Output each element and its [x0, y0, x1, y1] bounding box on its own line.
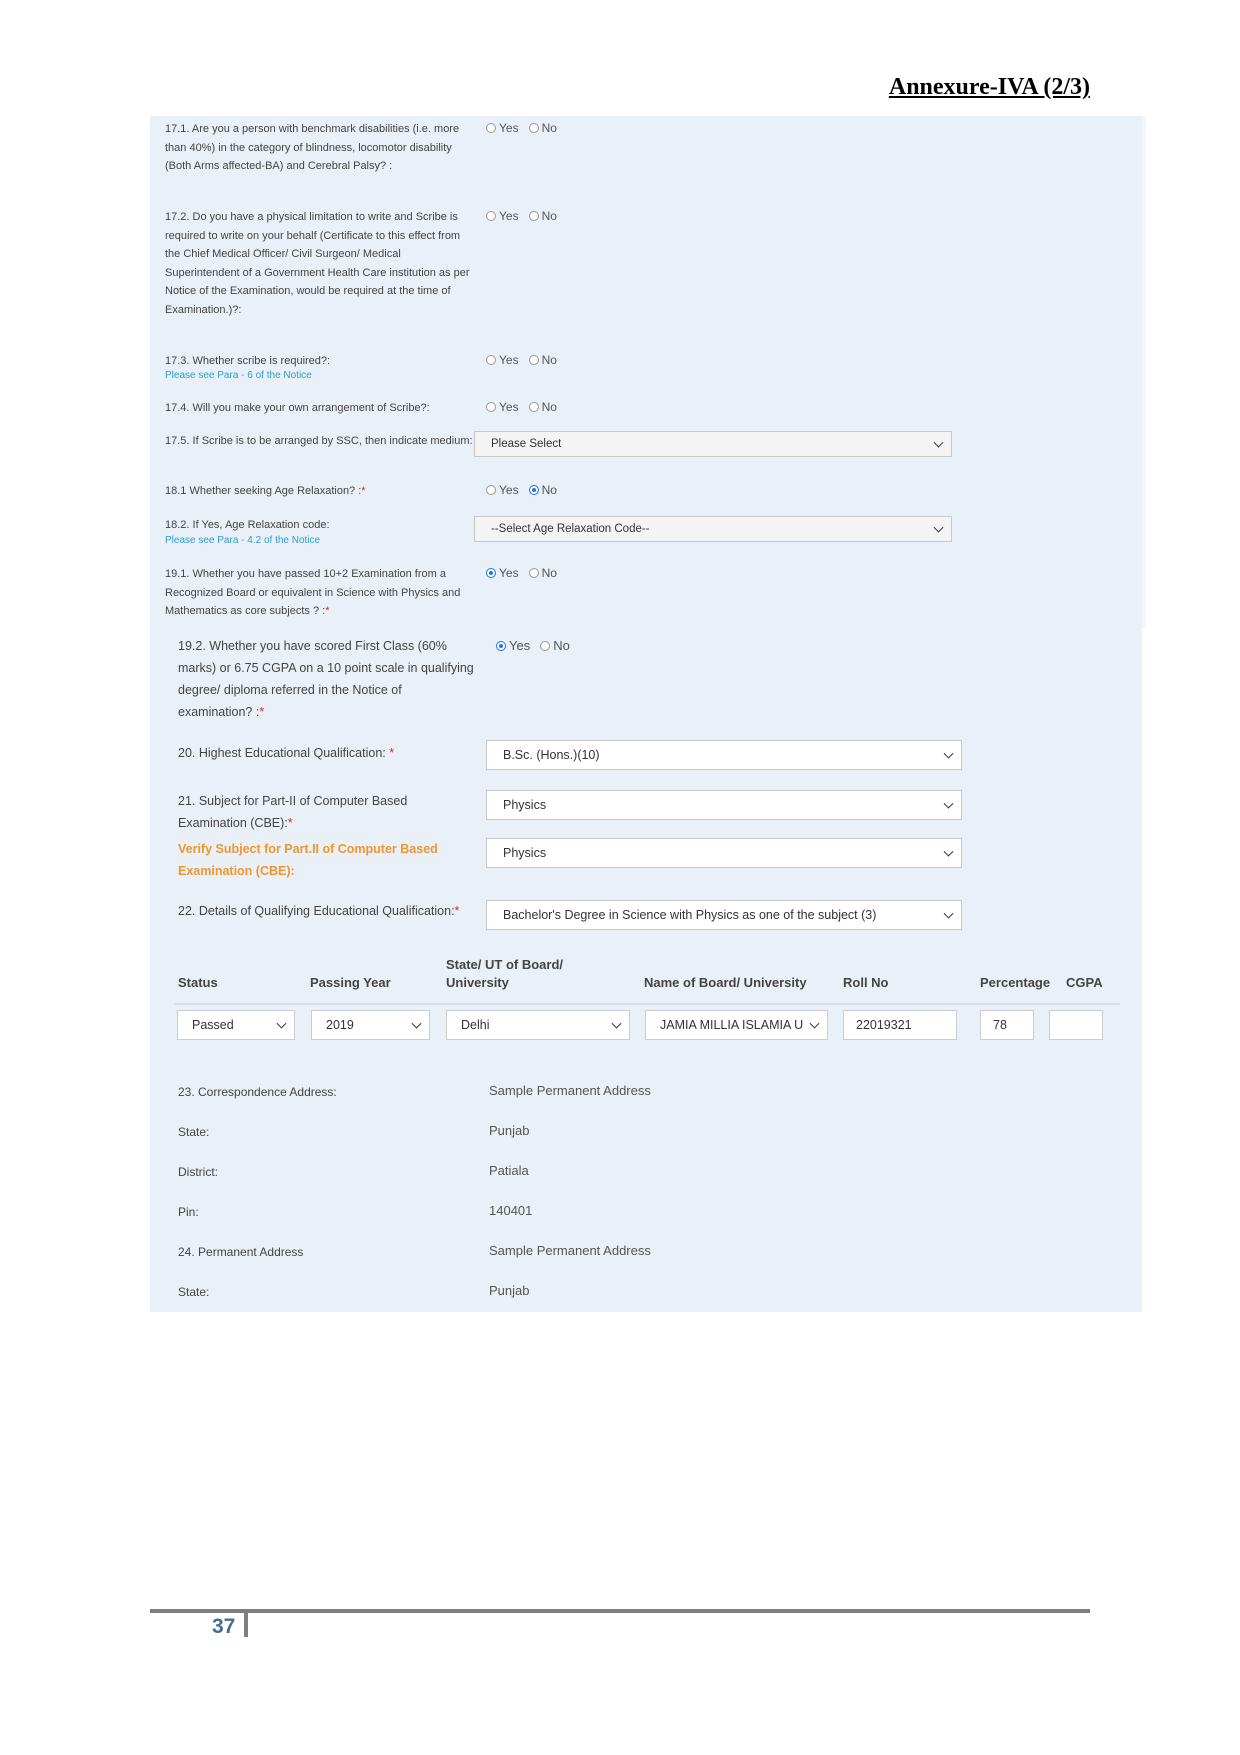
- q18-2-note: Please see Para - 4.2 of the Notice: [165, 535, 321, 546]
- q17-1-no[interactable]: No: [529, 121, 557, 135]
- radio-circle-icon: [529, 355, 539, 365]
- chevron-down-icon: [944, 847, 954, 857]
- q17-1-options: [486, 121, 567, 135]
- radio-circle-icon: [529, 123, 539, 133]
- chevron-down-icon: [810, 1019, 820, 1029]
- radio-circle-icon: [486, 123, 496, 133]
- perm-address-label: 24. Permanent Address: [178, 1245, 304, 1259]
- q18-1-no[interactable]: No: [529, 483, 557, 497]
- q17-1-label: 17.1. Are you a person with benchmark disabilities (i.e. more than 40%) in the category of blindness, locomotor disability (Both Arms affected-BA) and Cerebral Palsy? :: [165, 123, 460, 172]
- verify-subject-label: Verify Subject for Part.II of Computer Based Examination (CBE):: [178, 842, 438, 878]
- q19-2-label: 19.2. Whether you have scored First Class (60% marks) or 6.75 CGPA on a 10 point scale in qualifying degree/ diploma referred in the Notice of examination? :*: [178, 639, 474, 719]
- q17-2-yes[interactable]: Yes: [486, 209, 519, 223]
- th-status: Status: [178, 975, 218, 990]
- q17-3-note: Please see Para - 6 of the Notice: [165, 370, 312, 381]
- q17-4-label: 17.4. Will you make your own arrangement of Scribe?:: [165, 402, 430, 414]
- page-number: 37: [212, 1615, 236, 1638]
- q19-1-options: [486, 566, 567, 580]
- q18-1-yes[interactable]: Yes: [486, 483, 519, 497]
- passing-year-select[interactable]: 2019: [311, 1010, 430, 1040]
- state-value: Punjab: [489, 1123, 530, 1138]
- radio-circle-icon: [529, 211, 539, 221]
- th-board: Name of Board/ University: [644, 975, 807, 990]
- district-label: District:: [178, 1165, 218, 1179]
- verify-subject-select[interactable]: Physics: [486, 838, 962, 868]
- district-value: Patiala: [489, 1163, 529, 1178]
- q19-1-no[interactable]: No: [529, 566, 557, 580]
- chevron-down-icon: [944, 799, 954, 809]
- chevron-down-icon: [934, 438, 944, 448]
- radio-circle-icon: [486, 485, 496, 495]
- q22-label: 22. Details of Qualifying Educational Qualification:*: [178, 904, 460, 918]
- q17-4-options: [486, 400, 567, 414]
- page-number-bar: [244, 1613, 248, 1637]
- radio-selected-icon: [529, 485, 539, 495]
- qualifying-details-select[interactable]: Bachelor's Degree in Science with Physics as one of the subject (3): [486, 900, 962, 930]
- roll-no-input[interactable]: 22019321: [843, 1010, 957, 1040]
- q19-2-yes[interactable]: Yes: [496, 638, 530, 653]
- radio-circle-icon: [486, 211, 496, 221]
- radio-circle-icon: [486, 355, 496, 365]
- q17-3-label: 17.3. Whether scribe is required?:: [165, 355, 331, 367]
- th-roll: Roll No: [843, 975, 889, 990]
- pin-value: 140401: [489, 1203, 533, 1218]
- q17-1-yes[interactable]: Yes: [486, 121, 519, 135]
- cbe-subject-select[interactable]: Physics: [486, 790, 962, 820]
- th-passing-year: Passing Year: [310, 975, 391, 990]
- chevron-down-icon: [944, 909, 954, 919]
- q19-1-label: 19.1. Whether you have passed 10+2 Examination from a Recognized Board or equivalent in Science with Physics and Mathematics as core subjects ? :*: [165, 568, 461, 617]
- status-select[interactable]: Passed: [177, 1010, 295, 1040]
- q18-1-options: [486, 483, 567, 497]
- perm-address-value: Sample Permanent Address: [489, 1243, 651, 1258]
- q17-4-no[interactable]: No: [529, 400, 557, 414]
- table-divider: [174, 1003, 1120, 1005]
- perm-state-label: State:: [178, 1285, 210, 1299]
- q17-2-label: 17.2. Do you have a physical limitation to write and Scribe is required to write on your behalf (Certificate to this effect from the Chief Medical Officer/ Civil Surgeon/ Medical Superintendent of a Government Health Care institution as per Notice of the Examination, would be required at the time of Examination.)?:: [165, 211, 470, 316]
- radio-circle-icon: [486, 402, 496, 412]
- state-label: State:: [178, 1125, 210, 1139]
- q17-4-yes[interactable]: Yes: [486, 400, 519, 414]
- footer-rule: [150, 1609, 1090, 1613]
- chevron-down-icon: [934, 523, 944, 533]
- q18-2-label: 18.2. If Yes, Age Relaxation code:: [165, 519, 330, 531]
- q18-1-label: 18.1 Whether seeking Age Relaxation? :*: [165, 485, 366, 497]
- q17-3-options: [486, 353, 567, 367]
- pin-label: Pin:: [178, 1205, 199, 1219]
- q17-3-yes[interactable]: Yes: [486, 353, 519, 367]
- radio-selected-icon: [496, 641, 506, 651]
- state-select[interactable]: Delhi: [446, 1010, 630, 1040]
- radio-circle-icon: [529, 402, 539, 412]
- chevron-down-icon: [412, 1019, 422, 1029]
- q19-1-yes[interactable]: Yes: [486, 566, 519, 580]
- chevron-down-icon: [277, 1019, 287, 1029]
- qualification-select[interactable]: B.Sc. (Hons.)(10): [486, 740, 962, 770]
- cgpa-input[interactable]: [1049, 1010, 1103, 1040]
- q21-label: 21. Subject for Part-II of Computer Based Examination (CBE):*: [178, 794, 408, 830]
- q17-2-no[interactable]: No: [529, 209, 557, 223]
- board-select[interactable]: JAMIA MILLIA ISLAMIA U: [645, 1010, 828, 1040]
- scribe-medium-select[interactable]: Please Select: [474, 431, 952, 457]
- annexure-title: Annexure-IVA (2/3): [888, 74, 1090, 100]
- percentage-input[interactable]: 78: [980, 1010, 1034, 1040]
- radio-selected-icon: [486, 568, 496, 578]
- q19-2-no[interactable]: No: [540, 638, 570, 653]
- corr-address-value: Sample Permanent Address: [489, 1083, 651, 1098]
- chevron-down-icon: [944, 749, 954, 759]
- perm-state-value: Punjab: [489, 1283, 530, 1298]
- q20-label: 20. Highest Educational Qualification: *: [178, 746, 395, 760]
- corr-address-label: 23. Correspondence Address:: [178, 1085, 337, 1099]
- radio-circle-icon: [529, 568, 539, 578]
- chevron-down-icon: [612, 1019, 622, 1029]
- age-relaxation-select[interactable]: --Select Age Relaxation Code--: [474, 516, 952, 542]
- th-state: State/ UT of Board/ University: [446, 957, 564, 990]
- th-cgpa: CGPA: [1066, 975, 1103, 990]
- radio-circle-icon: [540, 641, 550, 651]
- th-percentage: Percentage: [980, 975, 1051, 990]
- q17-2-options: [486, 209, 567, 223]
- q17-5-label: 17.5. If Scribe is to be arranged by SSC, then indicate medium:: [165, 435, 473, 447]
- q19-2-options: [496, 638, 580, 653]
- q17-3-no[interactable]: No: [529, 353, 557, 367]
